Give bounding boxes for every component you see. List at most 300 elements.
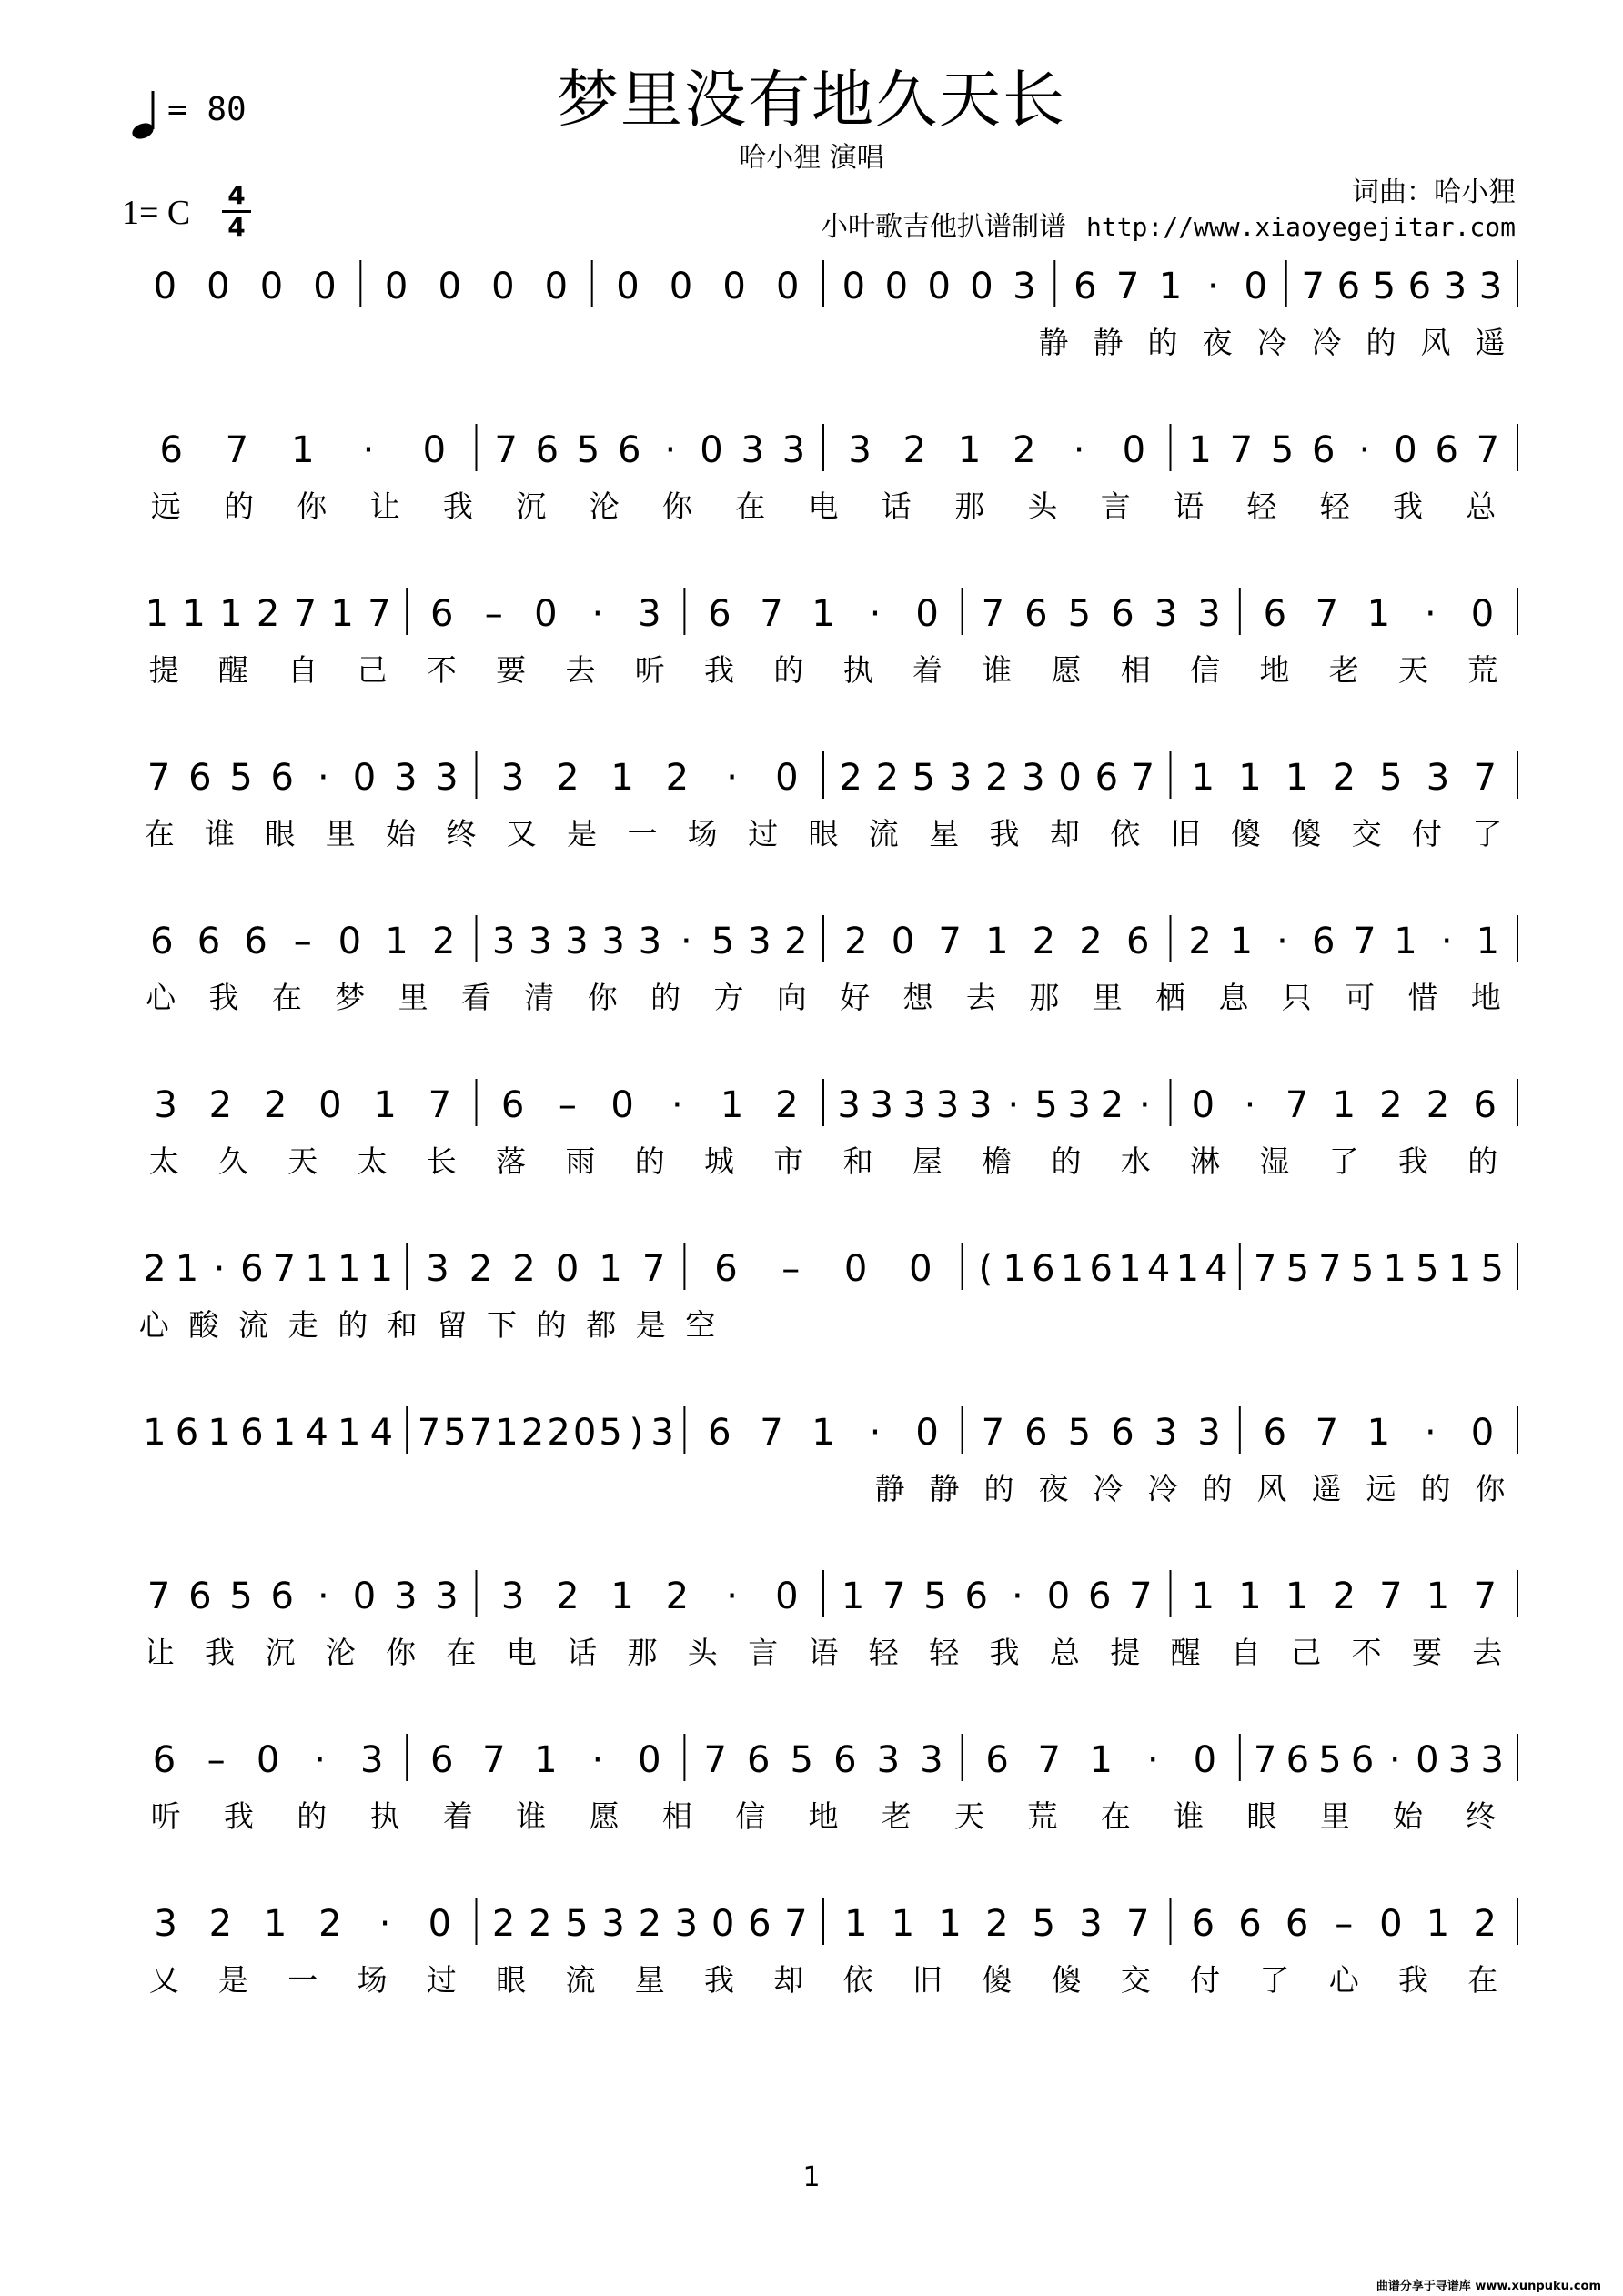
note: 1 — [143, 1412, 166, 1454]
note: 7 — [882, 1576, 906, 1617]
note: 6 — [1094, 757, 1119, 799]
note: · — [317, 1576, 329, 1617]
lyric-char: 付 — [1190, 1962, 1221, 1998]
note: 2 — [775, 1084, 799, 1126]
note: 0 — [534, 593, 558, 635]
note: 2 — [529, 1903, 552, 1945]
note: 3 — [601, 921, 625, 962]
lyric-char: 那 — [627, 1635, 658, 1670]
note: 6 — [1125, 921, 1150, 962]
lyric-char: 去 — [965, 980, 996, 1015]
note: 0 — [207, 266, 230, 307]
note: 7 — [981, 1412, 1005, 1454]
score-row — [145, 1570, 1517, 1670]
note: 3 — [154, 1084, 177, 1126]
note: 6 — [708, 1412, 731, 1454]
note: ) — [629, 1412, 644, 1454]
lyric-char: 要 — [496, 652, 527, 688]
lyric-char: 地 — [1259, 652, 1290, 688]
note: 7 — [703, 1739, 727, 1781]
lyric-char: 静 — [874, 1471, 905, 1506]
lyric-char: 一 — [627, 816, 658, 851]
lyric-char: 始 — [1393, 1798, 1423, 1834]
score-row — [143, 1406, 1517, 1506]
lyric-char: 谁 — [982, 652, 1013, 688]
lyric-char: 轻 — [929, 1635, 960, 1670]
note: 2 — [556, 757, 580, 799]
lyric-char: 执 — [369, 1798, 400, 1834]
note: · — [1276, 921, 1288, 962]
note: 2 — [520, 1412, 545, 1454]
note: 0 — [259, 266, 284, 307]
note: 7 — [1125, 1903, 1150, 1945]
note: 6 — [159, 429, 183, 471]
lyric-char: 场 — [357, 1962, 388, 1998]
note: 1 — [1175, 1248, 1200, 1290]
lyric-char: 却 — [1049, 816, 1080, 851]
note: 3 — [426, 1248, 449, 1290]
lyric-char: 的 — [1467, 1143, 1498, 1179]
lyric-char: 可 — [1345, 980, 1376, 1015]
note: 1 — [1191, 1576, 1215, 1617]
lyric-char: 着 — [442, 1798, 473, 1834]
note: 3 — [741, 429, 764, 471]
note: 2 — [1188, 921, 1212, 962]
note: · — [1011, 1576, 1023, 1617]
note: 5 — [912, 757, 936, 799]
note: 0 — [909, 1248, 932, 1290]
note: 1 — [1238, 1576, 1262, 1617]
note: 5 — [1034, 1084, 1058, 1126]
lyric-char: 里 — [325, 816, 356, 851]
note: 1 — [207, 1412, 231, 1454]
lyric-char: 是 — [217, 1962, 248, 1998]
lyric-char: 语 — [808, 1635, 839, 1670]
lyric-char: 我 — [989, 816, 1020, 851]
note: 2 — [208, 1084, 233, 1126]
note: 3 — [500, 757, 525, 799]
note: 7 — [981, 593, 1005, 635]
lyric-char: 我 — [1393, 488, 1423, 524]
note: 4 — [305, 1412, 328, 1454]
lyric-char: 市 — [773, 1143, 804, 1179]
note: 2 — [1332, 757, 1356, 799]
note: 6 — [188, 1576, 212, 1617]
lyric-char: 落 — [496, 1143, 527, 1179]
lyric-char: 头 — [1027, 488, 1058, 524]
lyric-char: 信 — [735, 1798, 766, 1834]
note: 0 — [711, 1903, 735, 1945]
lyric-char: 谁 — [1174, 1798, 1205, 1834]
lyric-char: 付 — [1412, 816, 1442, 851]
note: 3 — [565, 921, 589, 962]
lyric-char: 一 — [287, 1962, 318, 1998]
lyric-char: 言 — [1100, 488, 1131, 524]
note: 3 — [1154, 593, 1178, 635]
note: 2 — [1032, 921, 1056, 962]
note: 0 — [700, 429, 723, 471]
note: 1 — [841, 1576, 865, 1617]
lyric-char: 让 — [144, 1635, 175, 1670]
note: 0 — [438, 266, 461, 307]
note: 0 — [1193, 1739, 1217, 1781]
note: 2 — [902, 429, 927, 471]
note: · — [213, 1248, 226, 1290]
note: 7 — [1253, 1248, 1277, 1290]
note: 7 — [368, 593, 391, 635]
note: 2 — [784, 921, 808, 962]
note: 7 — [494, 429, 518, 471]
note: 0 — [1058, 757, 1082, 799]
note: 6 — [617, 429, 641, 471]
note: 1 — [1285, 1576, 1309, 1617]
note: 7 — [1253, 1739, 1277, 1781]
note: 2 — [985, 1903, 1009, 1945]
note: 0 — [256, 1739, 280, 1781]
score-row — [145, 751, 1517, 851]
note: – — [1335, 1903, 1354, 1945]
note: · — [1388, 1739, 1401, 1781]
note: 0 — [544, 266, 569, 307]
note: 6 — [1074, 266, 1097, 307]
note: · — [591, 593, 604, 635]
score-row — [151, 424, 1517, 524]
note: 7 — [1353, 921, 1376, 962]
note: 2 — [547, 1412, 570, 1454]
note: 1 — [1238, 757, 1262, 799]
note: 3 — [500, 1576, 525, 1617]
note: · — [317, 757, 329, 799]
note: 2 — [1079, 921, 1103, 962]
note: 3 — [650, 1412, 674, 1454]
score-row — [146, 588, 1517, 688]
lyric-char: 的 — [224, 488, 254, 524]
note: 1 — [219, 593, 243, 635]
note: 1 — [1332, 1084, 1356, 1126]
note: 7 — [482, 1739, 506, 1781]
lyric-char: 眼 — [265, 816, 296, 851]
lyric-char: 轻 — [1319, 488, 1350, 524]
note: 1 — [1191, 757, 1215, 799]
note: 5 — [1032, 1903, 1056, 1945]
transcriber-name: 小叶歌吉他扒谱制谱 — [820, 211, 1066, 243]
note: 1 — [812, 593, 835, 635]
note: 3 — [154, 1903, 177, 1945]
note: – — [558, 1084, 577, 1126]
lyric-char: 荒 — [1027, 1798, 1058, 1834]
lyric-char: 终 — [446, 816, 477, 851]
lyric-char: 话 — [567, 1635, 598, 1670]
lyric-char: 城 — [704, 1143, 734, 1179]
note: 0 — [1394, 429, 1417, 471]
note: 2 — [839, 757, 862, 799]
note: 3 — [1067, 1084, 1091, 1126]
note: 7 — [1318, 1248, 1342, 1290]
lyric-char: 过 — [426, 1962, 457, 1998]
note: 1 — [938, 1903, 962, 1945]
note: 0 — [555, 1248, 580, 1290]
note: 5 — [1067, 593, 1092, 635]
lyric-char: 的 — [983, 1471, 1014, 1506]
key-signature: 1= C — [122, 194, 191, 232]
lyric-char: 的 — [1051, 1143, 1082, 1179]
lyric-char: 不 — [1351, 1635, 1382, 1670]
note: 7 — [146, 1576, 171, 1617]
note: 0 — [669, 266, 693, 307]
note: 6 — [240, 1412, 264, 1454]
lyric-char: 里 — [398, 980, 428, 1015]
note: 3 — [920, 1739, 943, 1781]
note: 5 — [1372, 266, 1396, 307]
score-row — [154, 260, 1517, 360]
note: 7 — [1037, 1739, 1061, 1781]
lyric-char: 老 — [1328, 652, 1359, 688]
lyric-char: 雨 — [565, 1143, 596, 1179]
note: 7 — [760, 1412, 783, 1454]
lyric-char: 沉 — [516, 488, 547, 524]
lyric-char: 言 — [748, 1635, 779, 1670]
lyric-char: 又 — [506, 816, 537, 851]
note: 6 — [1111, 1412, 1134, 1454]
note: 3 — [393, 757, 418, 799]
lyric-char: 总 — [1466, 488, 1497, 524]
note: 1 — [1158, 266, 1183, 307]
note: 6 — [1473, 1084, 1497, 1126]
note: · — [378, 1903, 391, 1945]
lyric-char: 檐 — [982, 1143, 1013, 1179]
lyric-char: 走 — [287, 1307, 318, 1343]
note: 0 — [1122, 429, 1146, 471]
note: 0 — [491, 266, 515, 307]
note: 3 — [1447, 1739, 1472, 1781]
note: · — [1146, 1739, 1159, 1781]
lyric-char: 流 — [868, 816, 899, 851]
lyric-char: 清 — [524, 980, 555, 1015]
lyric-char: 了 — [1328, 1143, 1359, 1179]
lyric-char: 地 — [1470, 980, 1501, 1015]
composer-credit: 词曲：哈小狸 — [1352, 176, 1516, 208]
lyric-char: 静 — [1038, 325, 1069, 360]
note: · — [664, 429, 677, 471]
note: 7 — [1229, 429, 1254, 471]
note: 0 — [1470, 1412, 1495, 1454]
lyric-char: 了 — [1472, 816, 1503, 851]
note: 1 — [263, 1903, 287, 1945]
lyric-char: 不 — [426, 652, 457, 688]
note: 6 — [1191, 1903, 1215, 1945]
note: 0 — [352, 757, 377, 799]
lyric-char: 和 — [387, 1307, 418, 1343]
score-row — [151, 1734, 1517, 1834]
note: 2 — [256, 593, 280, 635]
lyric-char: 的 — [297, 1798, 328, 1834]
lyric-char: 星 — [634, 1962, 665, 1998]
note: 6 — [240, 1248, 264, 1290]
lyric-char: 心 — [146, 980, 176, 1015]
note: 6 — [748, 1903, 771, 1945]
lyric-char: 的 — [650, 980, 681, 1015]
note: 0 — [842, 266, 866, 307]
note: 6 — [152, 1739, 176, 1781]
lyric-char: 荒 — [1467, 652, 1498, 688]
lyric-char: 着 — [912, 652, 943, 688]
lyric-char: 留 — [437, 1307, 468, 1343]
note: · — [362, 429, 375, 471]
lyric-char: 的 — [1202, 1471, 1233, 1506]
note: 1 — [610, 1576, 634, 1617]
note: 7 — [293, 593, 318, 635]
note: 2 — [512, 1248, 536, 1290]
note: 3 — [435, 757, 459, 799]
note: 0 — [970, 266, 993, 307]
note: 3 — [748, 921, 771, 962]
note: 3 — [837, 1084, 861, 1126]
note: 2 — [1426, 1084, 1450, 1126]
note: 7 — [1315, 593, 1339, 635]
note: 1 — [534, 1739, 558, 1781]
lyric-char: 梦 — [335, 980, 366, 1015]
note: – — [484, 593, 503, 635]
note: 5 — [565, 1903, 589, 1945]
note: · — [1007, 1084, 1020, 1126]
lyric-char: 冷 — [1147, 1471, 1178, 1506]
lyric-char: 心 — [1328, 1962, 1359, 1998]
note: 6 — [175, 1412, 199, 1454]
page-number: 1 — [802, 2161, 821, 2193]
lyric-char: 我 — [224, 1798, 254, 1834]
note: 3 — [1013, 266, 1036, 307]
lyric-char: 电 — [506, 1635, 537, 1670]
note: 6 — [188, 757, 212, 799]
note: 3 — [1022, 757, 1045, 799]
note: 1 — [891, 1903, 915, 1945]
note: 2 — [665, 757, 690, 799]
note: 6 — [1350, 1739, 1375, 1781]
note: 5 — [1067, 1412, 1092, 1454]
lyric-char: 你 — [297, 488, 328, 524]
note: 3 — [1197, 1412, 1221, 1454]
note: ( — [978, 1248, 993, 1290]
lyric-char: 语 — [1174, 488, 1205, 524]
note: 1 — [330, 593, 354, 635]
note: 6 — [429, 1739, 454, 1781]
lyric-char: 旧 — [912, 1962, 943, 1998]
note: 2 — [638, 1903, 662, 1945]
score-row — [149, 1898, 1517, 1998]
note: 1 — [495, 1412, 519, 1454]
lyric-char: 醒 — [217, 652, 248, 688]
note: 1 — [1426, 1576, 1450, 1617]
note: 2 — [844, 921, 868, 962]
note: 6 — [535, 429, 559, 471]
note: 0 — [638, 1739, 661, 1781]
lyric-char: 冷 — [1093, 1471, 1124, 1506]
note: 5 — [1480, 1248, 1504, 1290]
note: 0 — [384, 266, 408, 307]
lyric-char: 的 — [1420, 1471, 1451, 1506]
note: 1 — [373, 1084, 397, 1126]
note: · — [1244, 1084, 1256, 1126]
note: 0 — [572, 1412, 597, 1454]
lyric-char: 和 — [842, 1143, 873, 1179]
lyric-char: 我 — [205, 1635, 235, 1670]
lyric-char: 自 — [1230, 1635, 1261, 1670]
note: 0 — [775, 757, 799, 799]
note: 3 — [781, 429, 806, 471]
note: 6 — [150, 921, 174, 962]
lyric-char: 栖 — [1155, 980, 1185, 1015]
lyric-char: 己 — [1291, 1635, 1322, 1670]
note: 1 — [272, 1412, 297, 1454]
note: 1 — [337, 1412, 361, 1454]
note: 0 — [422, 429, 447, 471]
note: 2 — [1473, 1903, 1497, 1945]
note: 3 — [902, 1084, 927, 1126]
note: 5 — [711, 921, 735, 962]
note: 0 — [1379, 1903, 1403, 1945]
note: 0 — [843, 1248, 868, 1290]
lyric-char: 星 — [929, 816, 960, 851]
note: 6 — [985, 1739, 1009, 1781]
note: 7 — [1315, 1412, 1339, 1454]
note: 1 — [385, 921, 408, 962]
note: 3 — [638, 593, 661, 635]
lyric-char: 终 — [1466, 1798, 1497, 1834]
lyric-char: 冷 — [1256, 325, 1287, 360]
note: 1 — [1394, 921, 1417, 962]
note: 3 — [1197, 593, 1221, 635]
note: 6 — [500, 1084, 525, 1126]
note: – — [293, 921, 312, 962]
note: 6 — [1263, 593, 1287, 635]
note: · — [726, 757, 738, 799]
note: 0 — [775, 1576, 799, 1617]
lyric-char: 的 — [773, 652, 804, 688]
lyric-char: 静 — [929, 1471, 960, 1506]
lyric-char: 都 — [586, 1307, 617, 1343]
note: 7 — [760, 593, 783, 635]
note: · — [680, 921, 692, 962]
note: 2 — [985, 757, 1009, 799]
score-row — [146, 915, 1517, 1015]
note: · — [1425, 593, 1437, 635]
note: 6 — [1087, 1576, 1112, 1617]
note: – — [781, 1248, 801, 1290]
note: · — [1207, 266, 1219, 307]
footer-watermark: 曲谱分享于寻谱库 www.xunpuku.com — [1376, 2280, 1601, 2293]
lyric-char: 愿 — [589, 1798, 620, 1834]
lyric-char: 天 — [287, 1143, 318, 1179]
note: 5 — [576, 429, 600, 471]
lyric-char: 你 — [1475, 1471, 1506, 1506]
lyric-char: 听 — [150, 1798, 181, 1834]
singer-credit: 哈小狸 演唱 — [739, 142, 884, 174]
note: 3 — [968, 1084, 993, 1126]
note: 0 — [915, 593, 939, 635]
lyric-char: 提 — [1110, 1635, 1141, 1670]
lyric-char: 好 — [840, 980, 871, 1015]
note: 2 — [556, 1576, 580, 1617]
lyric-char: 头 — [687, 1635, 718, 1670]
note: · — [1440, 921, 1453, 962]
lyric-char: 水 — [1120, 1143, 1151, 1179]
note: 6 — [270, 757, 294, 799]
lyric-char: 夜 — [1202, 325, 1233, 360]
note: – — [207, 1739, 226, 1781]
lyric-char: 要 — [1412, 1635, 1442, 1670]
note: 7 — [1129, 1576, 1153, 1617]
lyric-char: 我 — [442, 488, 473, 524]
